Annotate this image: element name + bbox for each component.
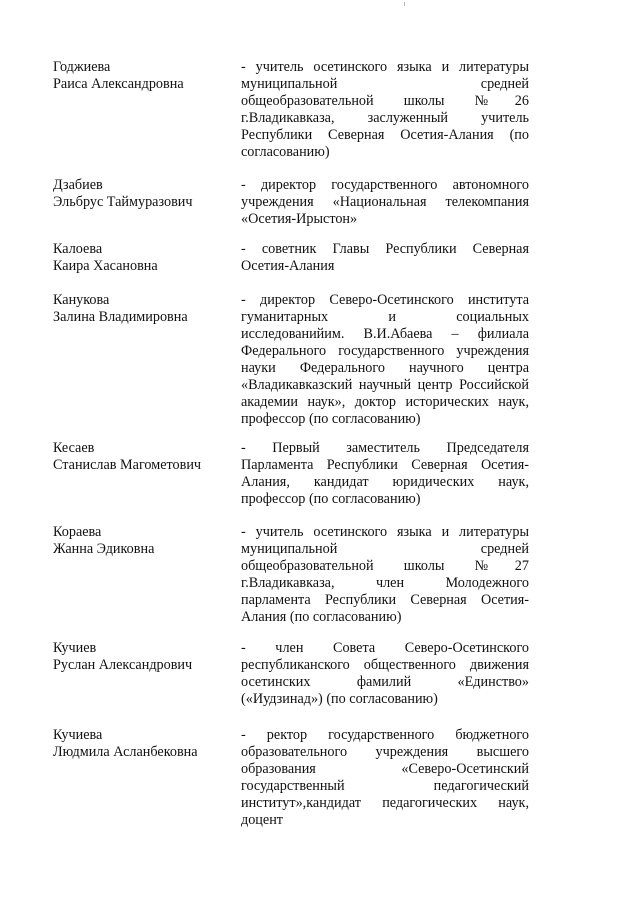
member-given-name: Людмила Асланбековна	[53, 744, 198, 760]
member-surname: Кесаев	[53, 440, 95, 456]
member-position	[241, 727, 529, 829]
position-line: учреждения «Национальная телекомпания	[241, 194, 529, 210]
member-given-name: Раиса Александровна	[53, 76, 184, 92]
member-given-name: Станислав Магометович	[53, 457, 202, 473]
member-name	[53, 177, 233, 211]
position-line: г.Владикавказа, заслуженный учитель	[241, 110, 529, 126]
position-line: науки Федерального научного центра	[241, 360, 529, 376]
position-line: муниципальной средней	[241, 541, 529, 557]
position-line: профессор (по согласованию)	[241, 491, 421, 507]
member-given-name: Эльбрус Таймуразович	[53, 194, 193, 210]
position-line: профессор (по согласованию)	[241, 411, 421, 427]
member-position	[241, 177, 529, 228]
position-line: Алания (по согласованию)	[241, 609, 402, 625]
position-line: согласованию)	[241, 144, 330, 160]
member-position	[241, 640, 529, 708]
position-line: Республики Северная Осетия-Алания (по	[241, 127, 529, 143]
position-line: «Осетия-Ирыстон»	[241, 211, 358, 227]
position-line: - учитель осетинского языка и литературы	[241, 524, 529, 540]
member-position	[241, 241, 529, 275]
position-line: доцент	[241, 812, 283, 828]
position-line: Осетия-Алания	[241, 258, 335, 274]
member-position	[241, 440, 529, 508]
position-line: - директор государственного автономного	[241, 177, 529, 193]
member-position	[241, 524, 529, 626]
member-name	[53, 292, 233, 326]
position-line: общеобразовательной школы №26	[241, 93, 529, 109]
member-given-name: Залина Владимировна	[53, 309, 188, 325]
member-name	[53, 59, 233, 93]
position-line: Алания, кандидат юридических наук,	[241, 474, 529, 490]
position-line: институт»,кандидат педагогических наук,	[241, 795, 529, 811]
member-given-name: Жанна Эдиковна	[53, 541, 155, 557]
position-line: - учитель осетинского языка и литературы	[241, 59, 529, 75]
member-surname: Кучиева	[53, 727, 103, 743]
member-given-name: Каира Хасановна	[53, 258, 158, 274]
position-line: Парламента Республики Северная Осетия-	[241, 457, 529, 473]
position-line: исследованийим. В.И.Абаева – филиала	[241, 326, 529, 342]
position-line: - директор Северо-Осетинского института	[241, 292, 529, 308]
position-line: академии наук», доктор исторических наук,	[241, 394, 529, 410]
position-line: г.Владикавказа, член Молодежного	[241, 575, 529, 591]
member-position	[241, 59, 529, 161]
member-given-name: Руслан Александрович	[53, 657, 193, 673]
position-line: общеобразовательной школы №27	[241, 558, 529, 574]
position-line: республиканского общественного движения	[241, 657, 529, 673]
position-line: осетинских фамилий «Единство»	[241, 674, 529, 690]
position-line: «Владикавказский научный центр Российской	[241, 377, 529, 393]
member-surname: Годжиева	[53, 59, 111, 75]
position-line: парламента Республики Северная Осетия-	[241, 592, 529, 608]
position-line: образования «Северо-Осетинский	[241, 761, 529, 777]
member-surname: Канукова	[53, 292, 110, 308]
position-line: - советник Главы Республики Северная	[241, 241, 529, 257]
member-name	[53, 727, 233, 761]
position-line: - Первый заместитель Председателя	[241, 440, 529, 456]
member-surname: Дзабиев	[53, 177, 103, 193]
position-line: («Иудзинад») (по согласованию)	[241, 691, 438, 707]
member-surname: Кучиев	[53, 640, 97, 656]
member-name	[53, 241, 233, 275]
member-position	[241, 292, 529, 428]
scan-mark	[404, 2, 405, 6]
member-name	[53, 640, 233, 674]
position-line: Федерального государственного учреждения	[241, 343, 529, 359]
position-line: гуманитарных и социальных	[241, 309, 529, 325]
position-line: - ректор государственного бюджетного	[241, 727, 529, 743]
position-line: муниципальной средней	[241, 76, 529, 92]
position-line: государственный педагогический	[241, 778, 529, 794]
member-name	[53, 440, 233, 474]
member-name	[53, 524, 233, 558]
position-line: образовательного учреждения высшего	[241, 744, 529, 760]
member-surname: Кораева	[53, 524, 102, 540]
position-line: - член Совета Северо-Осетинского	[241, 640, 529, 656]
member-surname: Калоева	[53, 241, 103, 257]
